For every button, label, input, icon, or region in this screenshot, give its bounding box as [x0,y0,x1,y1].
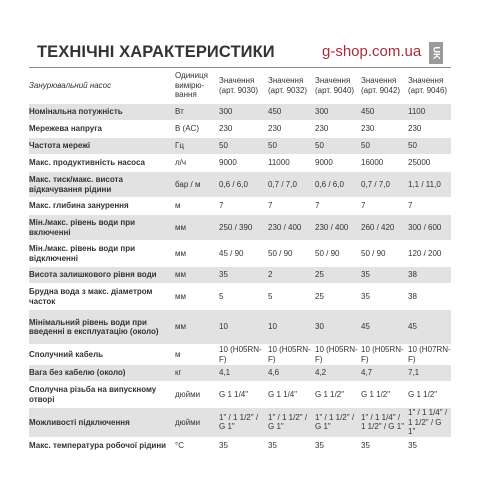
value-cell: 2 [266,267,313,284]
value-cell: 45 [406,310,451,345]
value-cell: 4,1 [217,365,266,382]
row-label: Вага без кабелю (около) [29,365,173,382]
value-cell: 0,6 / 6,0 [313,172,359,198]
value-cell: 38 [406,267,451,284]
value-cell: 10 (H05RN-F) [359,345,406,365]
value-cell: 30 [313,310,359,345]
value-cell: 230 [217,121,266,138]
row-unit: мм [173,241,217,267]
row-unit: мм [173,267,217,284]
value-cell: 7 [217,198,266,215]
row-unit: Гц [173,138,217,155]
value-cell: 1" / 1 1/2" / G 1" [313,408,359,438]
column-header: Значення (арт. 9042) [361,76,401,95]
value-cell: 50 [313,138,359,155]
row-label: Мін./макс. рівень води при відключенні [29,241,173,267]
row-label: Можливості підключення [29,408,173,438]
value-cell: 50 / 90 [359,241,406,267]
value-cell: 50 [266,138,313,155]
value-cell: 50 [359,138,406,155]
value-cell: 9000 [313,155,359,172]
value-cell: G 1 1/4" [266,382,313,408]
value-cell: G 1 1/2" [359,382,406,408]
value-cell: 230 [406,121,451,138]
row-label: Мережева напруга [29,121,173,138]
value-cell: 260 / 420 [359,215,406,241]
table-row [29,284,451,310]
row-label: Сполучна різьба на випускному отворі [29,382,173,408]
value-cell: 0,7 / 7,0 [266,172,313,198]
value-cell: 230 [359,121,406,138]
value-cell: 35 [217,267,266,284]
value-cell: 10 [266,310,313,345]
row-unit: дюйми [173,382,217,408]
row-unit: м [173,198,217,215]
value-cell: 300 [313,104,359,121]
value-cell: 10 (H05RN-F) [217,345,266,365]
value-cell: 300 / 600 [406,215,451,241]
row-label: Мінімальний рівень води при введенні в експлуатацію (около) [29,310,173,345]
table-row [29,382,451,408]
row-unit: кг [173,365,217,382]
row-unit: дюйми [173,408,217,438]
value-cell: 300 [217,104,266,121]
table-row [29,215,451,241]
value-cell: 1" / 1 1/2" / G 1" [217,408,266,438]
row-unit: Вт [173,104,217,121]
value-cell: 230 [266,121,313,138]
value-cell: 450 [359,104,406,121]
table-row [29,345,451,365]
value-cell: 35 [359,437,406,454]
value-cell: 35 [313,437,359,454]
value-cell: 4,7 [359,365,406,382]
value-cell: 45 / 90 [217,241,266,267]
table-row [29,198,451,215]
value-cell: 50 [217,138,266,155]
value-cell: 35 [217,437,266,454]
value-cell: 230 / 400 [313,215,359,241]
value-cell: 7 [406,198,451,215]
row-unit: мм [173,215,217,241]
table-row [29,267,451,284]
value-cell: 9000 [217,155,266,172]
value-cell: 1" / 1 1/2" / G 1" [266,408,313,438]
table-row [29,138,451,155]
value-cell: G 1 1/4" [217,382,266,408]
column-header: Значення (арт. 9040) [315,76,355,95]
value-cell: 25000 [406,155,451,172]
value-cell: 38 [406,284,451,310]
value-cell: 1" / 1 1/4" / 1 1/2" / G 1" [359,408,406,438]
row-label: Сполучний кабель [29,345,173,365]
value-cell: 10 (H05RN-F) [315,345,358,364]
value-cell: 10 [217,310,266,345]
table-row [29,172,451,198]
value-cell: 120 / 200 [406,241,451,267]
value-cell: 35 [406,437,451,454]
row-label: Номінальна потужність [29,104,173,121]
value-cell: 4,6 [266,365,313,382]
value-cell: 1100 [406,104,451,121]
language-badge-label: UK [431,46,441,60]
value-cell: 7 [313,198,359,215]
row-label: Макс. температура робочої рідини [29,437,173,454]
language-badge [429,42,443,64]
value-cell: 1" / 1 1/4" / 1 1/2" / G 1" [406,408,451,438]
value-cell: 230 / 400 [266,215,313,241]
value-cell: 25 [313,267,359,284]
value-cell: 50 / 90 [313,241,359,267]
value-cell: 50 / 90 [266,241,313,267]
row-label: Брудна вода з макс. діаметром часток [29,284,173,310]
value-cell: 4,2 [313,365,359,382]
value-cell: 1,1 / 11,0 [406,172,451,198]
row-label: Частота мережі [29,138,173,155]
table-row [29,104,451,121]
value-cell: 7 [359,198,406,215]
page-title: ТЕХНІЧНІ ХАРАКТЕРИСТИКИ [37,43,275,61]
value-cell: 5 [266,284,313,310]
value-cell: 35 [359,267,406,284]
row-unit: м [173,345,217,365]
value-cell: 11000 [266,155,313,172]
value-cell: 45 [359,310,406,345]
column-header: Значення (арт. 9030) [219,76,259,95]
table-row [29,408,451,438]
table-row [29,121,451,138]
value-cell: G 1 1/2" [406,382,451,408]
value-cell: 16000 [359,155,406,172]
value-cell: 0,6 / 6,0 [217,172,266,198]
table-row [29,437,451,454]
value-cell: 250 / 390 [217,215,266,241]
value-cell: 35 [266,437,313,454]
value-cell: 450 [266,104,313,121]
site-link[interactable]: g-shop.com.ua [322,43,422,60]
row-label: Висота залишкового рівня води [29,267,173,284]
row-unit: °C [173,437,217,454]
column-header: Значення (арт. 9046) [408,76,448,95]
row-label: Макс. тиск/макс. висота відкачування рідини [29,172,173,198]
row-unit: л/ч [173,155,217,172]
row-label: Мін./макс. рівень води при включенні [29,215,173,241]
column-header: Занурювальний насос [29,80,112,90]
row-unit: мм [173,284,217,310]
value-cell: 10 (H05RN-F) [266,345,313,365]
value-cell: 230 [313,121,359,138]
row-unit: мм [173,310,217,345]
value-cell: 7,1 [406,365,451,382]
value-cell: 35 [359,284,406,310]
table-row [29,241,451,267]
column-header: Значення (арт. 9032) [268,76,308,95]
value-cell: 50 [406,138,451,155]
table-row [29,365,451,382]
value-cell: 25 [313,284,359,310]
value-cell: 0,7 / 7,0 [359,172,406,198]
value-cell: 10 (H07RN-F) [408,345,451,364]
spec-table [29,68,451,454]
value-cell: 5 [217,284,266,310]
table-row [29,310,451,345]
row-unit: бар / м [173,172,217,198]
row-unit: В (AC) [173,121,217,138]
column-header: Одиниця вимірю-вання [175,71,208,100]
value-cell: 7 [266,198,313,215]
row-label: Макс. глибина занурення [29,198,173,215]
table-row [29,155,451,172]
table-header-row [29,68,451,104]
value-cell: G 1 1/2" [313,382,359,408]
row-label: Макс. продуктивність насоса [29,155,173,172]
